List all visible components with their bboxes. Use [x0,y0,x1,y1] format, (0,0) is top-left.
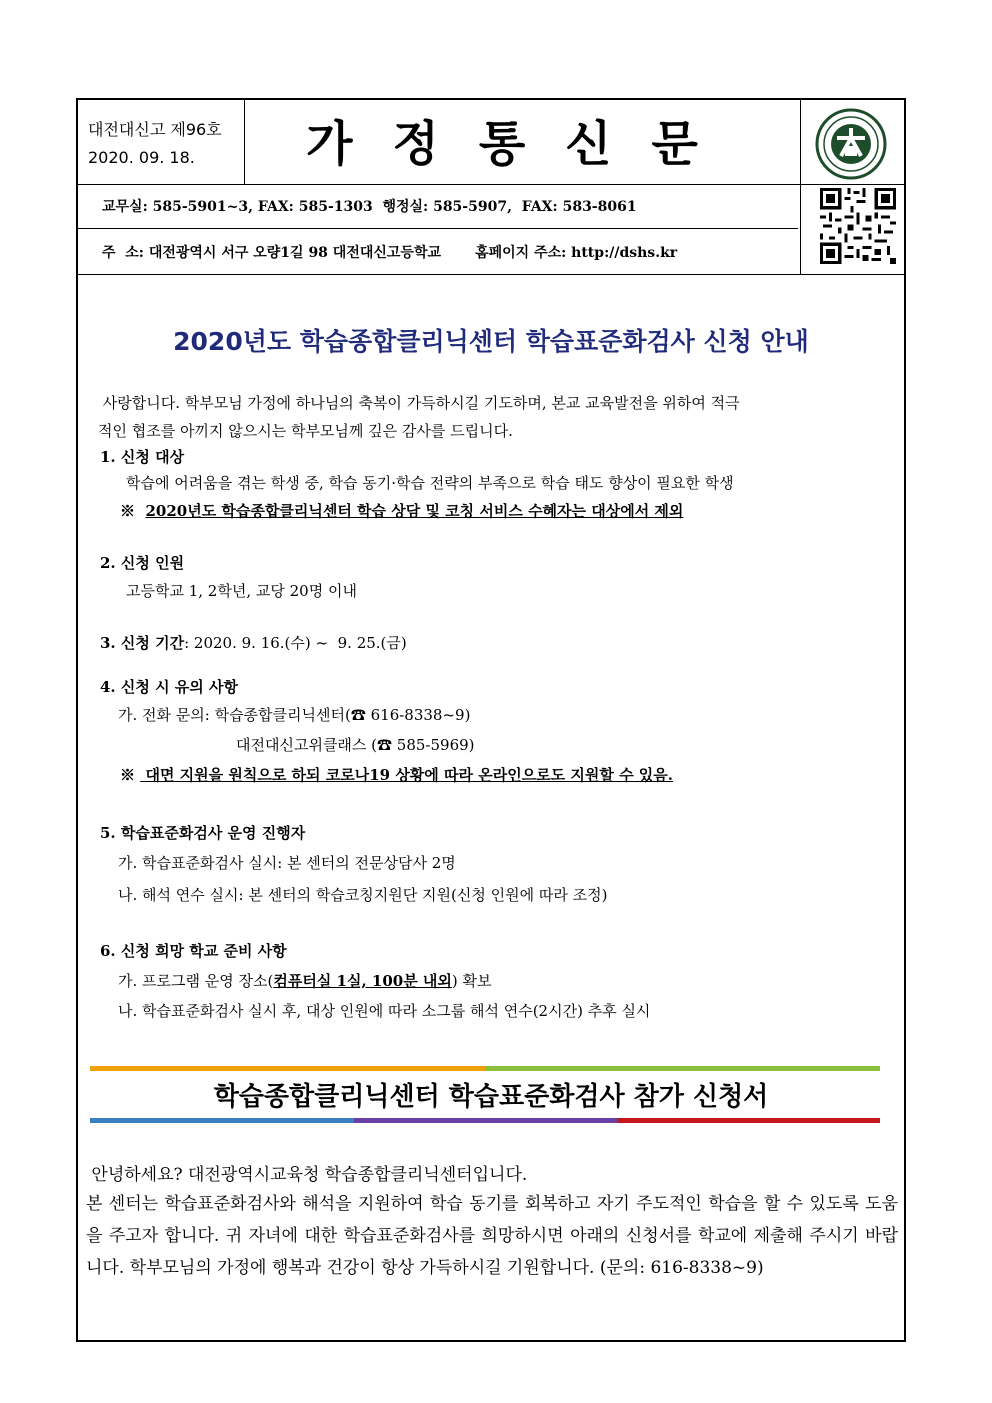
issue-number: 대전대신고 제96호 [88,120,222,139]
decorative-bar-top [90,1066,880,1071]
section-note-1 [120,500,683,521]
note-mark: ※ [120,766,136,784]
section-text-6a [118,970,492,991]
note-text: 대면 지원을 원칙으로 하되 코로나19 상황에 따라 온라인으로도 지원할 수 있음. [140,766,673,784]
section-text-4a: 가. 전화 문의: 학습종합클리닉센터(☎ 616-8338~9) [118,706,471,724]
header-divider [244,100,245,184]
note-text: 2020년도 학습종합클리닉센터 학습 상담 및 코칭 서비스 수혜자는 대상에서 제외 [145,502,684,520]
section-3 [100,632,407,653]
section-title-1: 1. 신청 대상 [100,448,185,466]
bar-segment-green [485,1066,880,1071]
section-text-5a: 가. 학습표준화검사 실시: 본 센터의 전문상담사 2명 [118,854,456,872]
notice-title: 2020년도 학습종합클리닉센터 학습표준화검사 신청 안내 [173,327,809,356]
greeting-line: 적인 협조를 아끼지 않으시는 학부모님께 깊은 감사를 드립니다. [98,422,513,440]
address-info: 주 소: 대전광역시 서구 오량1길 98 대전대신고등학교 홈페이지 주소: http://dshs.kr [102,245,678,261]
bar-segment-red [617,1118,880,1123]
header-divider [78,228,798,229]
school-seal-icon [815,108,887,180]
section-text-3: : 2020. 9. 16.(수) ~ 9. 25.(금) [184,634,407,652]
newsletter-title: 가정통신문 [306,116,738,172]
section-title-4: 4. 신청 시 유의 사항 [100,678,238,696]
section-title-2: 2. 신청 인원 [100,554,185,572]
header-divider [78,184,904,185]
section-title-5: 5. 학습표준화검사 운영 진행자 [100,824,306,842]
form-intro-paragraph: 본 센터는 학습표준화검사와 해석을 지원하여 학습 동기를 회복하고 자기 주도적인 학습을 할 수 있도록 도움을 주고자 합니다. 귀 자녀에 대한 학습표준화검사를 희망하시면 아래의 신청서를 학교에 제출해 주시기 바랍니다. 학부모님의 가정에 행복과 건강이 항상 가득하시길 기원합니다. (문의: 616-8338~9) [86,1194,898,1278]
bar-segment-blue [90,1118,354,1123]
section-text-4a2: 대전대신고위클래스 (☎ 585-5969) [236,736,475,754]
form-title: 학습종합클리닉센터 학습표준화검사 참가 신청서 [213,1082,769,1112]
note-mark: ※ [120,502,136,520]
header-divider [800,100,801,274]
header-divider [78,274,904,275]
venue-emphasis: 컴퓨터실 1실, 100분 내외 [273,972,452,990]
header-table [78,100,904,275]
section-note-4 [120,764,673,785]
qr-code-icon[interactable] [820,188,896,264]
section-text-6b: 나. 학습표준화검사 실시 후, 대상 인원에 따라 소그룹 해석 연수(2시간) 추후 실시 [118,1002,651,1020]
section-text-5b: 나. 해석 연수 실시: 본 센터의 학습코칭지원단 지원(신청 인원에 따라 조정) [118,886,608,904]
section-text-2: 고등학교 1, 2학년, 교당 20명 이내 [126,582,357,600]
issue-date: 2020. 09. 18. [88,148,195,167]
bar-segment-orange [90,1066,485,1071]
section-title-6: 6. 신청 희망 학교 준비 사항 [100,942,287,960]
contact-info: 교무실: 585-5901~3, FAX: 585-1303 행정실: 585-5907, FAX: 583-8061 [102,199,637,215]
text-fragment: 가. 프로그램 운영 장소( [118,972,274,990]
bar-segment-purple [354,1118,617,1123]
greeting-line: 사랑합니다. 학부모님 가정에 하나님의 축복이 가득하시길 기도하며, 본교 교육발전을 위하여 적극 [98,394,740,412]
issue-info [88,116,222,172]
form-intro-line: 안녕하세요? 대전광역시교육청 학습종합클리닉센터입니다. [86,1165,528,1185]
decorative-bar-bottom [90,1118,880,1123]
section-text-1: 학습에 어려움을 겪는 학생 중, 학습 동기·학습 전략의 부족으로 학습 태도 향상이 필요한 학생 [126,474,734,492]
text-fragment: ) 확보 [451,972,492,990]
newsletter-frame [76,98,906,1342]
section-title-3: 3. 신청 기간 [100,634,185,652]
